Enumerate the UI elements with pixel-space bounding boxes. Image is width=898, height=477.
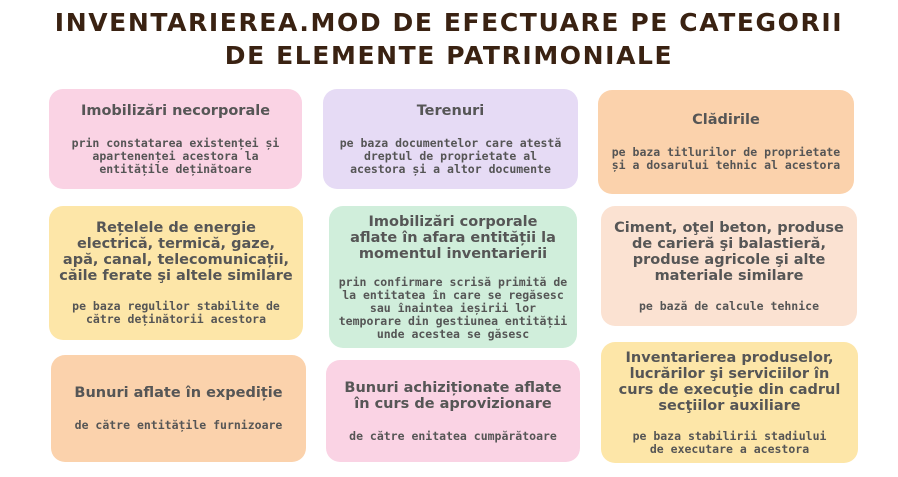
card-title: Rețelele de energie electrică, termică, gaze, apă, canal, telecomunicații, căile ferate şi altele similare [59,220,293,284]
card-description: pe bază de calcule tehnice [638,298,819,313]
card-title: Imobilizări corporale aflate în afara entității la momentul inventarierii [350,213,556,262]
card-title: Clădirile [692,112,760,128]
card-title: Bunuri achiziționate aflate în curs de aprovizionare [344,379,562,412]
card-imobilizari-necorporale [49,89,302,189]
card-title: Inventarierea produselor, lucrărilor şi serviciilor în curs de execuţie din cadrul secţiilor auxiliare [618,349,841,414]
card-description: de către enitatea cumpărătoare [349,428,557,443]
card-description: prin constatarea existenței și apartenenței acestora la entitățile deținătoare [71,135,280,176]
card-terenuri [323,89,578,189]
card-description: pe baza regulilor stabilite de către deținătorii acestora [72,299,280,326]
card-title: Bunuri aflate în expediție [74,385,283,401]
card-description: pe baza titlurilor de proprietate și a dosarului tehnic al acestora [611,145,841,172]
card-bunuri-in-aprovizionare [326,360,580,462]
title-line-2: DE ELEMENTE PATRIMONIALE [224,41,674,70]
card-description: pe baza stabilirii stadiului de executare a acestora [632,428,827,456]
card-bunuri-in-expeditie [51,355,306,462]
card-cladirile [598,90,854,194]
page-title [0,6,898,72]
card-title: Ciment, oţel beton, produse de carieră şi balastieră, produse agricole şi alte materiale similare [614,219,844,284]
card-imobilizari-corporale-in-afara [329,206,577,348]
card-description: prin confirmare scrisă primită de la entitatea în care se regăsesc sau înaintea ieșirii lor temporare din gestiunea entității unde acestea se găsesc [338,274,568,341]
card-title: Terenuri [416,102,485,119]
card-inventarierea-produselor [601,342,858,463]
title-line-1: INVENTARIEREA.MOD DE EFECTUARE PE CATEGORII [54,8,844,37]
card-description: pe baza documentelor care atestă dreptul de proprietate al acestora și a altor documente [339,135,562,176]
card-title: Imobilizări necorporale [80,102,271,119]
card-ciment-otel-beton [601,206,857,326]
card-retelele-de-energie [49,206,303,340]
card-description: de către entitățile furnizoare [74,418,283,432]
